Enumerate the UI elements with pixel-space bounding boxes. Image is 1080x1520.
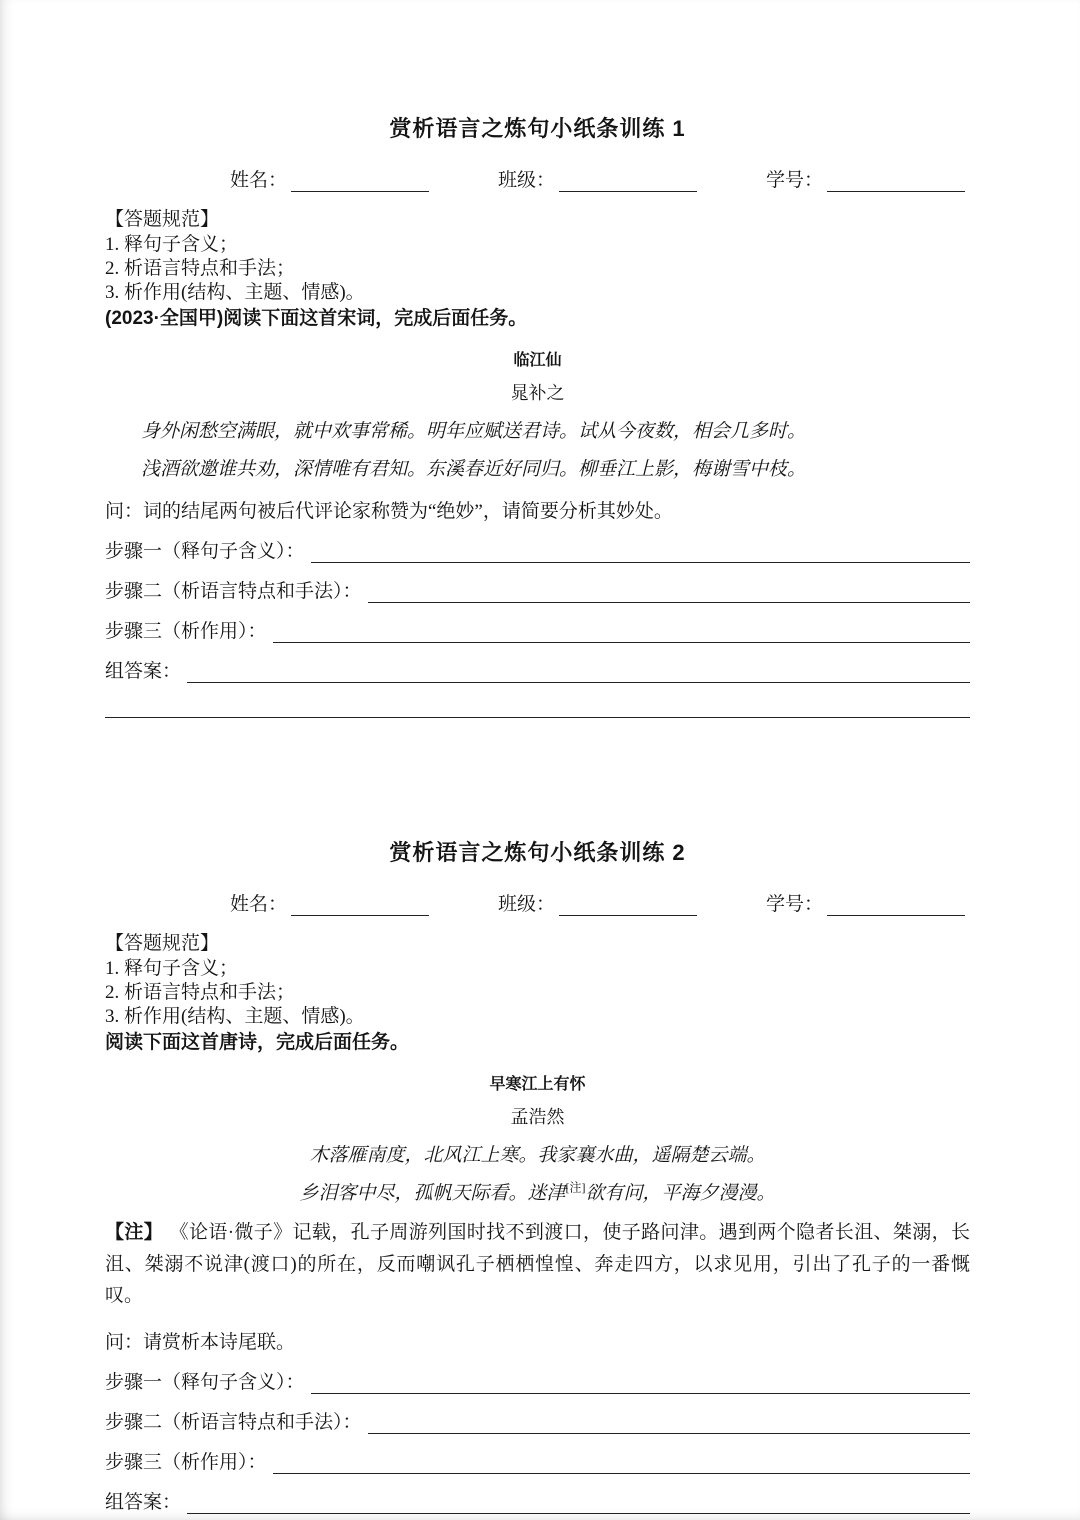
answer-blank-line (187, 1492, 970, 1514)
student-info-row (105, 889, 970, 916)
student-id-label: 学号： (765, 894, 823, 916)
rubric-item: 2. 析语言特点和手法； (105, 257, 296, 279)
class-blank (559, 896, 697, 916)
step-row (105, 1367, 970, 1394)
task-intro: 阅读下面这首唐诗，完成后面任务。 (105, 1031, 410, 1053)
step-label: 步骤三（析作用）： (105, 1451, 267, 1473)
step-label: 步骤一（释句子含义）： (105, 541, 305, 563)
class-field (498, 165, 697, 192)
step-row (105, 536, 970, 563)
step-label: 步骤一（释句子含义）： (105, 1371, 305, 1393)
name-field (230, 165, 429, 192)
poem-title: 临江仙 (513, 352, 562, 370)
rubric-item: 3. 析作用(结构、主题、情感)。 (105, 1005, 365, 1027)
rubric-item: 1. 释句子含义； (105, 957, 239, 979)
worksheet-1 (105, 112, 970, 718)
class-blank (559, 172, 697, 192)
question-text: 问：请赏析本诗尾联。 (105, 1331, 296, 1353)
answer-label: 组答案： (105, 661, 182, 683)
answer-continuation-row (105, 696, 970, 718)
poem-title: 早寒江上有怀 (489, 1076, 586, 1094)
step-row (105, 1407, 970, 1434)
step-label: 步骤二（析语言特点和手法）： (105, 1411, 362, 1433)
answer-blank-line (273, 621, 970, 643)
student-id-field (766, 165, 965, 192)
name-label: 姓名： (230, 894, 288, 916)
worksheet-title: 赏析语言之炼句小纸条训练 1 (389, 116, 686, 141)
poem-line: 身外闲愁空满眼，就中欢事常稀。明年应赋送君诗。试从今夜数，相会几多时。 (141, 421, 807, 443)
answer-blank-line (273, 1452, 970, 1474)
task-intro: (2023·全国甲)阅读下面这首宋词，完成后面任务。 (105, 307, 528, 329)
name-blank (291, 172, 429, 192)
step-label: 步骤三（析作用）： (105, 621, 267, 643)
class-label: 班级： (497, 170, 555, 191)
rubric-item: 1. 释句子含义； (105, 233, 239, 255)
note-tag: 【注】 (105, 1222, 164, 1244)
answer-blank-line (368, 1412, 970, 1434)
student-id-label: 学号： (765, 170, 823, 191)
poem-author: 晁补之 (510, 383, 565, 404)
poem-line-part: 乡泪客中尽，孤帆天际看。迷津 (299, 1183, 566, 1205)
answer-blank-line (105, 696, 970, 718)
student-id-blank (827, 172, 965, 192)
note-text: 《论语·微子》记载，孔子周游列国时找不到渡口，使子路问津。遇到两个隐者长沮、桀溺，长沮、桀溺不说津(渡口)的所在，反而嘲讽孔子栖栖惶惶、奔走四方，以求见用，引出了孔子的一番慨叹。 (105, 1222, 970, 1307)
poem-author: 孟浩然 (510, 1107, 565, 1128)
student-info-row (105, 165, 970, 192)
answer-label: 组答案： (105, 1491, 182, 1513)
name-blank (291, 896, 429, 916)
step-row (105, 576, 970, 603)
poem-line-part: 欲有问，平海夕漫漫。 (585, 1183, 776, 1205)
step-row (105, 1447, 970, 1474)
class-field (498, 889, 697, 916)
worksheet-title: 赏析语言之炼句小纸条训练 2 (389, 840, 686, 866)
rubric-item: 2. 析语言特点和手法； (105, 981, 296, 1003)
answer-blank-line (187, 661, 970, 683)
answer-row (105, 1487, 970, 1514)
poem-line: 木落雁南度，北风江上寒。我家襄水曲，遥隔楚云端。 (309, 1145, 766, 1167)
worksheet-2 (105, 836, 970, 1520)
name-field (230, 889, 429, 916)
answer-blank-line (368, 581, 970, 603)
student-id-blank (827, 896, 965, 916)
rubric-header: 【答题规范】 (105, 209, 220, 230)
answer-row (105, 656, 970, 683)
answer-blank-line (311, 1372, 970, 1394)
rubric-header: 【答题规范】 (105, 933, 220, 955)
class-label: 班级： (497, 894, 555, 916)
step-label: 步骤二（析语言特点和手法）： (105, 581, 362, 603)
poem-line: 浅酒欲邀谁共劝，深情唯有君知。东溪春近好同归。柳垂江上影，梅谢雪中枝。 (141, 459, 807, 481)
question-text: 问：词的结尾两句被后代评论家称赞为“绝妙”，请简要分析其妙处。 (105, 501, 673, 523)
poem-line (105, 1178, 970, 1205)
name-label: 姓名： (230, 170, 288, 191)
student-id-field (766, 889, 965, 916)
note-superscript: [注] (565, 1181, 586, 1196)
note-paragraph (105, 1217, 970, 1312)
answer-blank-line (311, 541, 970, 563)
rubric-item: 3. 析作用(结构、主题、情感)。 (105, 281, 365, 303)
step-row (105, 616, 970, 643)
